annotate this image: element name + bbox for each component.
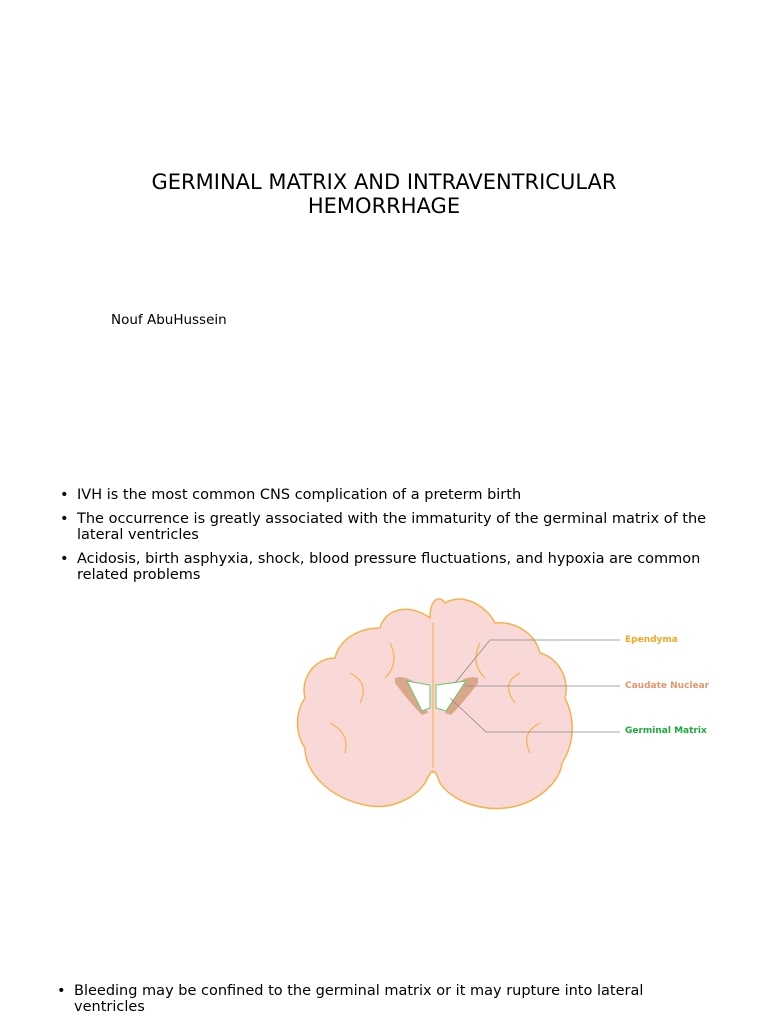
label-germinal-matrix: Germinal Matrix bbox=[625, 726, 707, 736]
bullet-text: Bleeding may be confined to the germinal matrix or it may rupture into lateral bbox=[74, 983, 644, 999]
brain-outline bbox=[298, 599, 573, 809]
author-name: Nouf AbuHussein bbox=[111, 312, 227, 328]
bullet-item bbox=[57, 983, 717, 1015]
brain-illustration bbox=[290, 583, 710, 818]
bullet-item bbox=[60, 511, 720, 543]
bullet-item bbox=[60, 551, 720, 583]
bullet-text-cont: lateral ventricles bbox=[77, 527, 199, 543]
bullet-text: Acidosis, birth asphyxia, shock, blood pressure fluctuations, and hypoxia are common bbox=[77, 551, 701, 567]
brain-coronal-diagram bbox=[290, 583, 710, 818]
bullet-item bbox=[60, 487, 720, 503]
bullet-text: The occurrence is greatly associated with the immaturity of the germinal matrix of the bbox=[77, 511, 707, 527]
title-line-2: HEMORRHAGE bbox=[307, 194, 461, 218]
label-ependyma: Ependyma bbox=[625, 635, 678, 645]
bullet-list bbox=[60, 487, 720, 591]
bullet-list-2 bbox=[57, 983, 717, 1023]
slide-title bbox=[0, 170, 768, 218]
bullet-text: IVH is the most common CNS complication of a preterm birth bbox=[77, 487, 522, 503]
label-caudate-nuclear: Caudate Nuclear bbox=[625, 681, 710, 691]
title-line-1: GERMINAL MATRIX AND INTRAVENTRICULAR bbox=[151, 170, 617, 194]
bullet-text-cont: related problems bbox=[77, 567, 201, 583]
bullet-text-cont: ventricles bbox=[74, 999, 145, 1015]
